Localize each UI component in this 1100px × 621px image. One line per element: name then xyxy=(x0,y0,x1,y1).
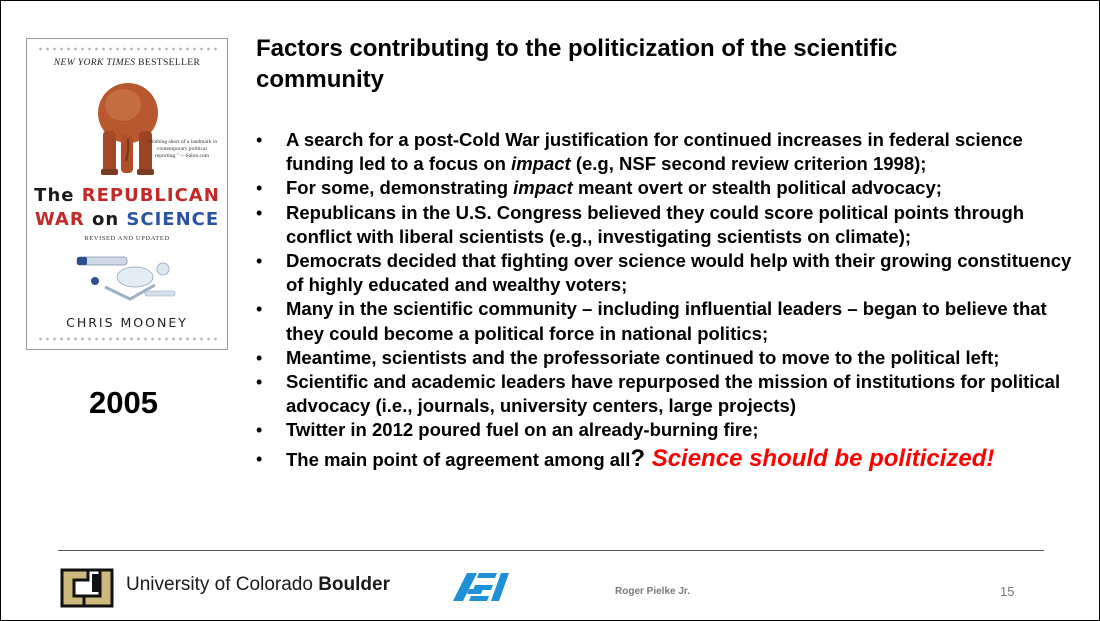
bullet-marker: • xyxy=(256,202,263,223)
bullet-item: • Meantime, scientists and the professoriate continued to move to the political left; xyxy=(256,346,1086,370)
slide-title: Factors contributing to the politicization of the scientific community xyxy=(256,35,898,93)
lab-glassware-illustration xyxy=(75,247,185,307)
bullet-item: • A search for a post-Cold War justification for continued increases in federal science funding led to a focus on impact (e.g, NSF second review criterion 1998); xyxy=(256,129,1023,175)
book-title-line-2: WAR on SCIENCE xyxy=(34,209,220,230)
bullet-item: • Scientific and academic leaders have repurposed the mission of institutions for political advocacy (i.e., journals, university centers, large projects) xyxy=(256,371,1061,417)
bullet-marker: • xyxy=(256,299,263,320)
publication-year: 2005 xyxy=(89,385,158,420)
decorative-dots-bottom xyxy=(37,337,217,341)
bullet-marker: • xyxy=(256,178,263,199)
book-author: CHRIS MOONEY xyxy=(66,315,188,330)
book-quote: "Nothing short of a landmark in contemporary political reporting." —Salon.com xyxy=(146,139,218,159)
bullet-item: • Twitter in 2012 poured fuel on an already-burning fire; xyxy=(256,418,1086,442)
bullet-item: • Republicans in the U.S. Congress believed they could score political points through conflict with liberal scientists (e.g., investigating scientists on climate); xyxy=(256,201,1025,247)
bullet-item: • For some, demonstrating impact meant overt or stealth political advocacy; xyxy=(256,176,1086,200)
cu-boulder-logo-icon xyxy=(58,566,116,610)
footer-author: Roger Pielke Jr. xyxy=(615,586,691,597)
bullet-marker: • xyxy=(256,251,263,272)
bullet-marker: • xyxy=(256,420,263,441)
bullet-marker: • xyxy=(256,347,263,368)
emphasis-conclusion: Science should be politicized! xyxy=(651,444,995,472)
bullet-marker: • xyxy=(256,130,263,150)
book-banner: NEW YORK TIMES BESTSELLER xyxy=(53,58,201,68)
book-title-line-1: The REPUBLICAN xyxy=(34,185,220,206)
bullet-marker: • xyxy=(256,448,263,469)
footer-divider xyxy=(58,550,1044,551)
book-cover xyxy=(26,38,228,350)
bullet-item: • The main point of agreement among all? Science should be politicized! xyxy=(256,444,995,472)
decorative-dots-top xyxy=(37,47,217,51)
bullet-list xyxy=(256,128,1086,472)
elephant-illustration xyxy=(93,79,163,179)
bullet-item: • Democrats decided that fighting over science would help with their growing constituency of highly educated and wealthy voters; xyxy=(256,250,1072,296)
bullet-marker: • xyxy=(256,372,263,393)
bullet-item: • Many in the scientific community – including influential leaders – began to believe that they could become a political force in national politics; xyxy=(256,298,1047,344)
aei-logo-icon xyxy=(449,567,515,607)
page-number: 15 xyxy=(1000,584,1015,599)
book-edition-note: REVISED AND UPDATED xyxy=(84,235,170,242)
university-name: University of Colorado Boulder xyxy=(126,574,390,595)
